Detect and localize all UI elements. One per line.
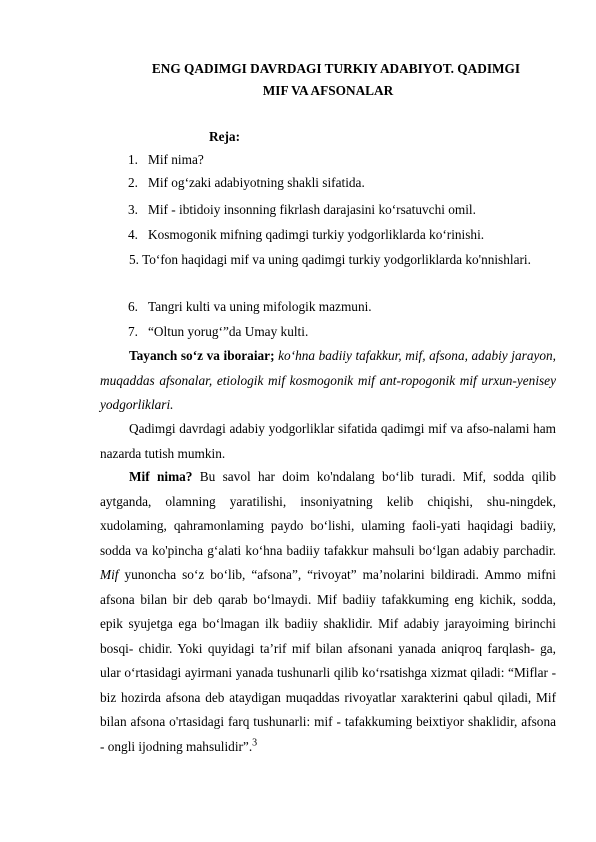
mif-question: Mif nima?: [129, 469, 193, 484]
intro-paragraph: [100, 417, 556, 466]
page-title-line-2: MIF VA AFSONALAR: [262, 83, 394, 98]
mif-text-part-2: yunoncha so‘z bo‘lib, “afsona”, “rivoyat” ma’nolarini bildiradi. Ammo mifni afsona bilan bir deb qarab bo‘lmaydi. Mif badiiy tafakkuming eng kichik, sodda, epik syujetga ega bo‘lmagan ilk badiiy shaklidir. Mif adabiy jarayoiming birinchi bosqi- chidir. Yoki quyidagi ta’rif mif bilan afsonani yanada aniqroq farqlash- ga, ular o‘rtasidagi ayirmani yanada tushunarli qilib ko‘rsatishga xizmat qiladi: “Miflar - biz hozirda afsona deb ataydigan muqaddas rivoyatlar xarakterini qabul qiladi, Mif bilan afsona o'rtasidagi farq tushunarli: mif - tafakkuming beixtiyor shaklidir, afsona - ongli ijodning mahsulidir”.: [100, 567, 556, 754]
list-item-text: Kosmogonik mifning qadimgi turkiy yodgorliklarda ko‘rinishi.: [148, 227, 485, 242]
list-item-text: To‘fon haqidagi mif va uning qadimgi turkiy yodgorliklarda ko'nnishlari.: [142, 252, 531, 267]
list-item-number: 5.: [129, 252, 139, 267]
list-item-number: 4.: [128, 227, 138, 242]
list-item-text: Mif og‘zaki adabiyotning shakli sifatida.: [148, 175, 365, 190]
keywords-paragraph: [100, 344, 556, 418]
list-item: [128, 149, 204, 171]
mif-text-part-1: Bu savol har doim ko'ndalang bo‘lib turadi. Mif, sodda qilib aytganda, olamning yaratilishi, insoniyatning kelib chiqishi, shu-ningdek, xudolaming, qahramonlaming paydo bo‘lishi, ulaming faoli-yati haqidagi badiiy, sodda va ko'pincha g‘alati ko‘hna badiiy tafakkur mahsuli bo‘lgan adabiy parchadir.: [100, 469, 556, 558]
list-item-text: “Oltun yorug‘”da Umay kulti.: [148, 324, 309, 339]
keywords-label: Tayanch so‘z va iboraiar;: [129, 348, 275, 363]
list-item: [128, 172, 365, 194]
list-item: [100, 248, 556, 273]
page-title-line-1: ENG QADIMGI DAVRDAGI TURKIY ADABIYOT. QADIMGI: [151, 61, 521, 76]
plan-heading: Reja:: [209, 129, 241, 144]
intro-text: Qadimgi davrdagi adabiy yodgorliklar sifatida qadimgi mif va afso-nalami ham nazarda tutish mumkin.: [100, 421, 556, 461]
list-item-number: 1.: [128, 152, 138, 167]
keywords-text: ko‘hna badiiy tafakkur, mif, afsona, adabiy jarayon, muqaddas afsonalar, etiologik mif kosmogonik mif ant-ropogonik mif urxun-yenisey yodgorliklari.: [100, 348, 556, 412]
list-item-number: 6.: [128, 299, 138, 314]
list-item-number: 7.: [128, 324, 138, 339]
list-item: [128, 224, 484, 246]
list-item-text: Mif nima?: [148, 152, 204, 167]
list-item-number: 2.: [128, 175, 138, 190]
mif-term: Mif: [100, 567, 119, 582]
list-item-number: 3.: [128, 202, 138, 217]
list-item: [128, 199, 476, 221]
list-item: [128, 296, 372, 318]
list-item: [128, 321, 308, 343]
footnote-marker[interactable]: 3: [252, 737, 258, 749]
mif-paragraph: [100, 465, 556, 759]
list-item-text: Mif - ibtidoiy insonning fikrlash darajasini ko‘rsatuvchi omil.: [148, 202, 476, 217]
list-item-text: Tangri kulti va uning mifologik mazmuni.: [148, 299, 372, 314]
